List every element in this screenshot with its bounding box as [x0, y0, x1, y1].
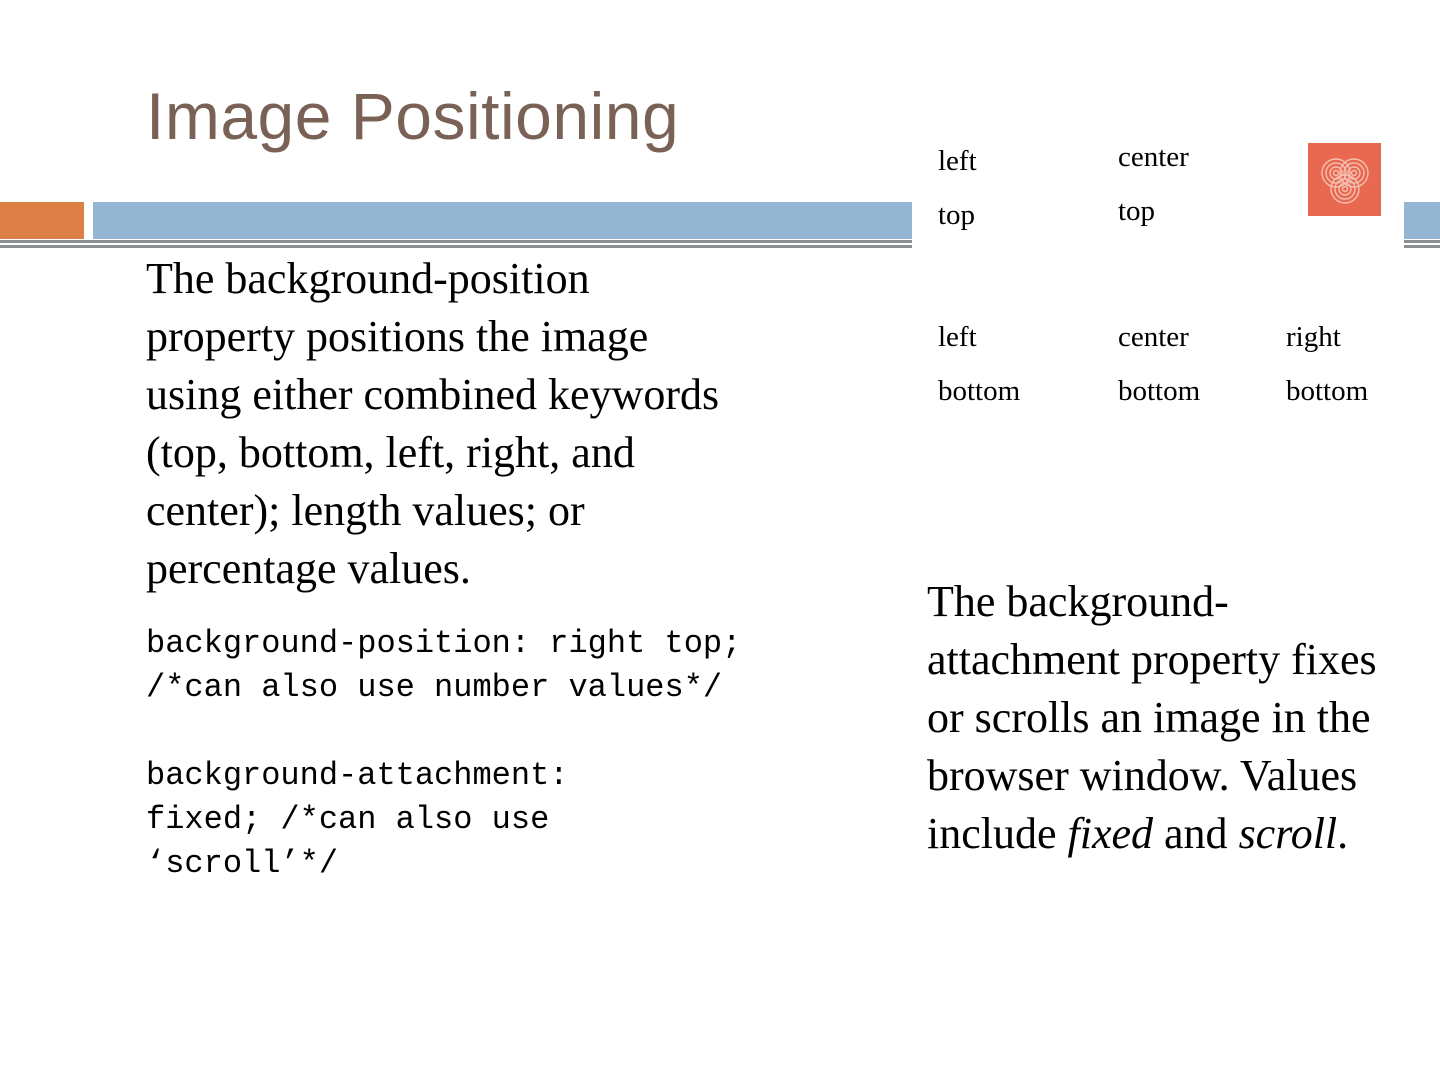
- position-horizontal: center: [1118, 321, 1189, 353]
- attachment-text-and: and: [1153, 809, 1239, 858]
- divider-line: [0, 240, 912, 243]
- spiral-pattern-icon: [1308, 143, 1381, 216]
- spiral-pattern-graphic: [1308, 143, 1381, 216]
- position-horizontal: right: [1286, 321, 1341, 353]
- fixed-keyword: fixed: [1067, 809, 1154, 858]
- position-horizontal: center: [1118, 141, 1189, 173]
- slide-title: Image Positioning: [146, 79, 680, 153]
- position-description: The background-position property positions the image using either combined keywords (top, bottom, left, right, and center); length values; or percentage values.: [146, 254, 720, 593]
- code-sample: [146, 622, 866, 886]
- position-vertical: top: [938, 199, 976, 231]
- code-line: /*can also use number values*/: [146, 669, 723, 706]
- scroll-keyword: scroll: [1238, 809, 1338, 858]
- header-band-right: [1404, 202, 1440, 239]
- divider-line: [0, 245, 912, 248]
- code-line: fixed; /*can also use: [146, 801, 550, 838]
- position-left-top: [938, 134, 977, 242]
- position-vertical: bottom: [1286, 375, 1369, 407]
- position-vertical: bottom: [938, 375, 1021, 407]
- code-line: background-attachment:: [146, 757, 569, 794]
- position-center-top: [1118, 130, 1189, 238]
- header-band-left: [93, 202, 912, 239]
- code-line: ‘scroll’*/: [146, 845, 339, 882]
- position-vertical: bottom: [1118, 375, 1201, 407]
- position-vertical: top: [1118, 195, 1156, 227]
- attachment-text: The background-attachment property fixes or scrolls an image in the browser window. Values include: [927, 577, 1377, 858]
- attachment-description: [927, 573, 1397, 863]
- position-center-bottom: [1118, 310, 1200, 418]
- divider-line: [1404, 240, 1440, 243]
- divider-line: [1404, 245, 1440, 248]
- position-horizontal: left: [938, 321, 977, 353]
- code-line: background-position: right top;: [146, 625, 742, 662]
- attachment-text-end: .: [1337, 809, 1349, 858]
- position-left-bottom: [938, 310, 1020, 418]
- position-right-bottom: [1286, 310, 1368, 418]
- position-horizontal: left: [938, 145, 977, 177]
- accent-bar: [0, 202, 84, 239]
